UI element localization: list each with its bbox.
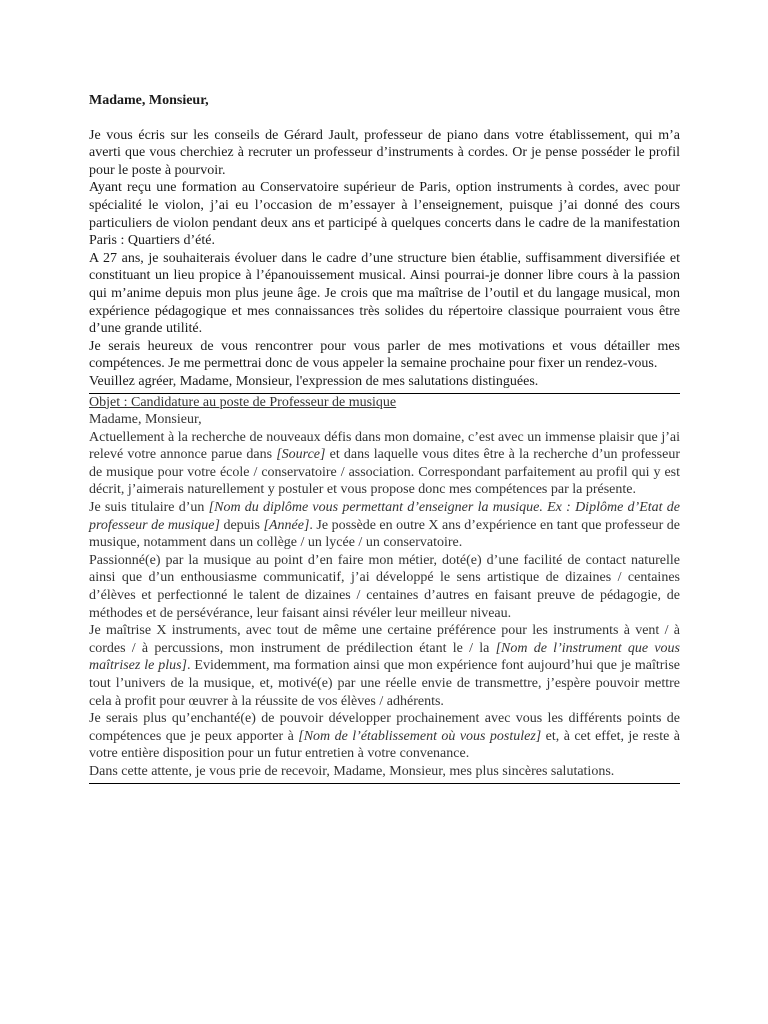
letter-one-closing: Veuillez agréer, Madame, Monsieur, l'expression de mes salutations distinguées. [89, 373, 539, 389]
text-run: . Je possède en outre X ans d’expérience en tant que professeur de musique, notamment dans un collège / un lycée / un conservatoire. [89, 517, 680, 551]
bottom-divider [89, 783, 680, 784]
letter-two-paragraph [89, 499, 680, 552]
text-run: et dans laquelle vous dites être à la recherche d’un professeur de musique pour votre école / conservatoire / association. Correspondant parfaitement au profil qui y est décrit, j’aimerais naturellement y postuler et vous propose donc mes compétences par la présente. [89, 447, 680, 498]
text-run: . Evidemment, ma formation ainsi que mon expérience font aujourd’hui que je maîtrise tout l’univers de la musique, et, motivé(e) par une réelle envie de transmettre, j’espère pouvoir mettre cela à profit pour œuvrer à la réussite de vos élèves / adhérents. [89, 658, 680, 709]
text-run: et, à cet effet, je reste à votre entière disposition pour un futur entretien à votre convenance. [89, 728, 680, 762]
placeholder-text: [Nom de l’établissement où vous postulez] [298, 728, 542, 744]
text-run: depuis [219, 517, 264, 533]
text-run: Actuellement à la recherche de nouveaux défis dans mon domaine, c’est avec un immense plaisir que j’ai relevé votre annonce parue dans [89, 429, 680, 463]
letter-two-paragraph [89, 622, 680, 710]
placeholder-text: [Année] [263, 517, 310, 533]
letter-one-paragraph: Je vous écris sur les conseils de Gérard Jault, professeur de piano dans votre établissement, qui m’a averti que vous cherchiez à recruter un professeur d’instruments à cordes. Or je pense posséder le profil pour le poste à pourvoir. [89, 127, 680, 178]
letter-two-paragraph [89, 710, 680, 763]
document-page [89, 92, 680, 784]
text-run: Je suis titulaire d’un [89, 500, 209, 516]
letter-one-paragraph: Je serais heureux de vous rencontrer pour vous parler de mes motivations et vous détailler mes compétences. Je me permettrai donc de vous appeler la semaine prochaine pour fixer un rendez-vous. [89, 338, 680, 372]
letter-one-paragraph: Ayant reçu une formation au Conservatoire supérieur de Paris, option instruments à cordes, avec pour spécialité le violon, j’ai eu l’occasion de m’essayer à l’enseignement, puisque j’ai donné des cours particuliers de violon pendant deux ans et participé à quelques concerts dans le cadre de la manifestation Paris : Quartiers d’été. [89, 180, 680, 249]
letter-one-greeting: Madame, Monsieur, [89, 93, 209, 108]
placeholder-text: [Nom du diplôme vous permettant d’enseigner la musique. Ex : Diplôme d’Etat de professeur de musique] [89, 500, 680, 533]
text-run: Je serais plus qu’enchanté(e) de pouvoir développer prochainement avec vous les différents points de compétences que je peux apporter à [89, 711, 680, 744]
letter-two-paragraph: Passionné(e) par la musique au point d’en faire mon métier, doté(e) d’une facilité de contact naturelle ainsi que d’un enthousiasme communicatif, j’ai développé le sens artistique de dizaines / centaines d’élèves et perfectionné le talent de dizaines / centaines d’autres en faisant preuve de pédagogie, de méthodes et de persévérance, leur faisant ainsi révéler leur meilleur niveau. [89, 552, 680, 621]
letter-two-greeting: Madame, Monsieur, [89, 412, 202, 428]
letter-two-paragraph [89, 429, 680, 499]
letter-one-paragraph: A 27 ans, je souhaiterais évoluer dans le cadre d’une structure bien établie, suffisamment diversifiée et constituant un lieu propice à l’épanouissement musical. Ainsi pourrai-je donner libre cours à la passion qui m’anime depuis mon plus jeune âge. Je crois que ma maîtrise de l’outil et du langage musical, mon expérience pédagogique et mes connaissances très solides du répertoire classique pourraient vous être d’une grande utilité. [89, 250, 680, 337]
letter-two-subject: Objet : Candidature au poste de Professeur de musique [89, 394, 397, 410]
letter-one [89, 92, 680, 391]
placeholder-text: [Source] [276, 447, 326, 463]
letter-two-closing: Dans cette attente, je vous prie de recevoir, Madame, Monsieur, mes plus sincères salutations. [89, 763, 615, 779]
placeholder-text: [Nom de l’instrument que vous maîtrisez le plus] [89, 640, 680, 674]
text-run: Je maîtrise X instruments, avec tout de même une certaine préférence pour les instruments à vent / à cordes / à percussions, mon instrument de prédilection étant le / la [89, 623, 680, 656]
letter-two [89, 394, 680, 781]
